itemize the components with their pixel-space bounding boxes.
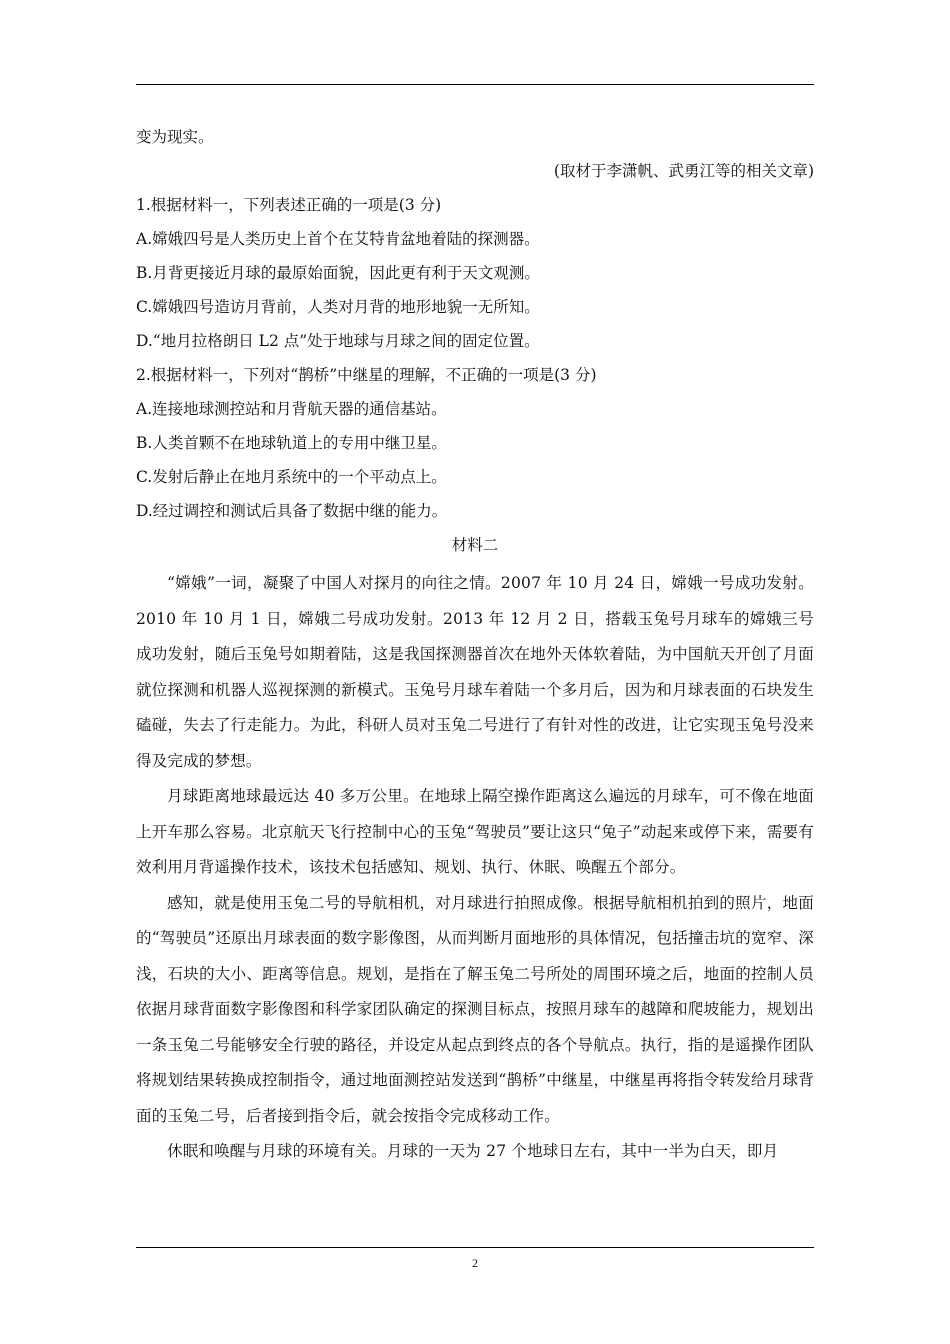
continued-text: 变为现实。 — [136, 128, 214, 146]
question-1-option-a: A.嫦娥四号是人类历史上首个在艾特肯盆地着陆的探测器。 — [136, 230, 540, 248]
question-1-option-c: C.嫦娥四号造访月背前，人类对月背的地形地貌一无所知。 — [136, 298, 540, 316]
question-2-option-a: A.连接地球测控站和月背航天器的通信基站。 — [136, 400, 447, 418]
question-2-option-c: C.发射后静止在地月系统中的一个平动点上。 — [136, 468, 447, 486]
question-1-option-b: B.月背更接近月球的最原始面貌，因此更有利于天文观测。 — [136, 264, 540, 282]
material-2-paragraph-2: 月球距离地球最远达 40 多万公里。在地球上隔空操作距离这么遍远的月球车，可不像在地面上开车那么容易。北京航天飞行控制中心的玉兔“驾驶员”要让这只“兔子”动起来或停下来，需要有效利用月背遥操作技术，该技术包括感知、规划、执行、休眠、唤醒五个部分。 — [136, 787, 814, 876]
question-2-stem: 2.根据材料一，下列对“鹊桥”中继星的理解，不正确的一项是(3 分) — [136, 366, 597, 384]
question-2-option-d: D.经过调控和测试后具备了数据中继的能力。 — [136, 502, 448, 520]
material-2-paragraph-3: 感知，就是使用玉兔二号的导航相机，对月球进行拍照成像。根据导航相机拍到的照片，地面的“驾驶员”还原出月球表面的数字影像图，从而判断月面地形的具体情况，包括撞击坑的宽窄、深浅，石块的大小、距离等信息。规划，是指在了解玉兔二号所处的周围环境之后，地面的控制人员依据月球背面数字影像图和科学家团队确定的探测目标点，按照月球车的越障和爬坡能力，规划出一条玉兔二号能够安全行驶的路径，并设定从起点到终点的各个导航点。执行，指的是遥操作团队将规划结果转换成控制指令，通过地面测控站发送到“鹊桥”中继星，中继星再将指令转发给月球背面的玉兔二号，后者接到指令后，就会按指令完成移动工作。 — [136, 893, 814, 1125]
material-2-paragraph-4: 休眠和唤醒与月球的环境有关。月球的一天为 27 个地球日左右，其中一半为白天，即月 — [167, 1142, 779, 1160]
source-note: (取材于李潇帆、武勇江等的相关文章) — [553, 162, 814, 180]
page-content — [136, 124, 814, 1170]
question-1-option-d: D.“地月拉格朗日 L2 点”处于地球与月球之间的固定位置。 — [136, 332, 540, 350]
question-2-option-b: B.人类首颗不在地球轨道上的专用中继卫星。 — [136, 434, 447, 452]
footer-rule — [136, 1247, 814, 1248]
material-2-paragraph-1: “嫦娥”一词，凝聚了中国人对探月的向往之情。2007 年 10 月 24 日，嫦娥一号成功发射。2010 年 10 月 1 日，嫦娥二号成功发射。2013 年 12 月 2 日，搭载玉兔号月球车的嫦娥三号成功发射，随后玉兔号如期着陆，这是我国探测器首次在地外天体软着陆，为中国航天开创了月面就位探测和机器人巡视探测的新模式。玉兔号月球车着陆一个多月后，因为和月球表面的石块发生磕碰，失去了行走能力。为此，科研人员对玉兔二号进行了有针对性的改进，让它实现玉兔号没来得及完成的梦想。 — [136, 574, 814, 770]
material-2-heading: 材料二 — [451, 536, 499, 554]
question-1-stem: 1.根据材料一，下列表述正确的一项是(3 分) — [136, 196, 442, 214]
page-number: 2 — [472, 1256, 478, 1270]
header-rule — [136, 84, 814, 85]
